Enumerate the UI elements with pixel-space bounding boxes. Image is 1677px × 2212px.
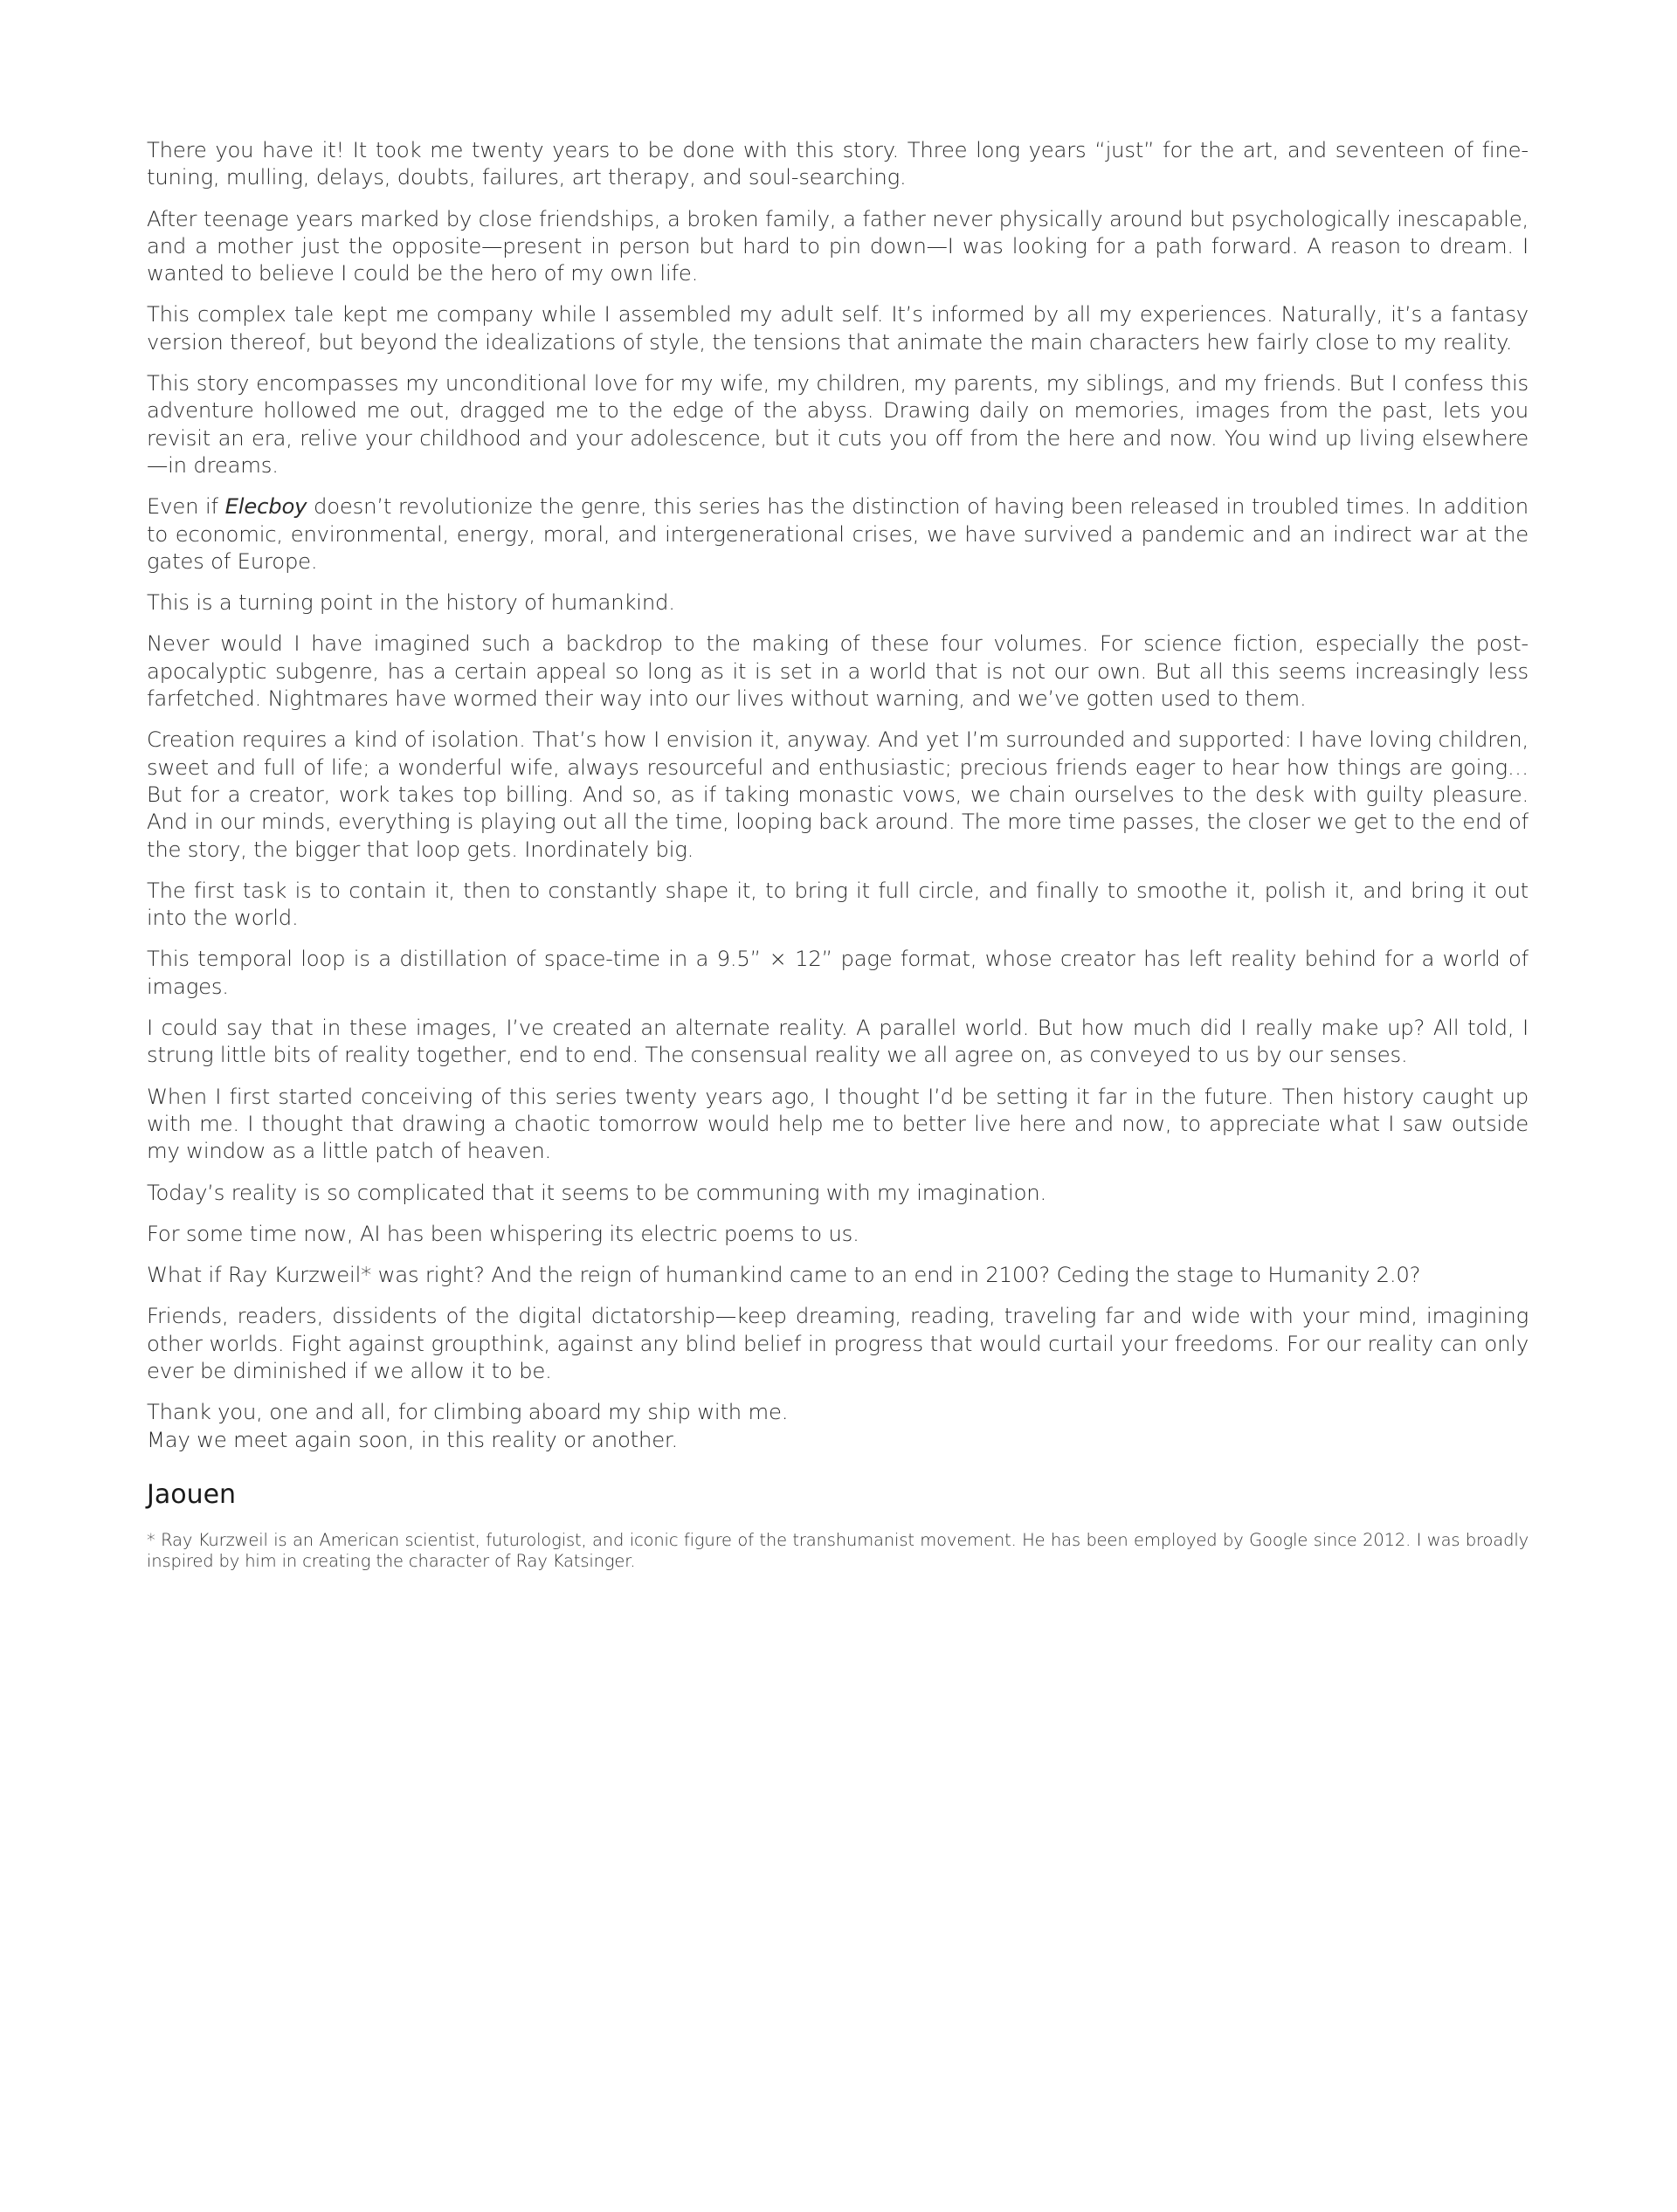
afterword-body (147, 136, 1529, 1453)
paragraph: Creation requires a kind of isolation. That’s how I envision it, anyway. And yet I’m surrounded and supported: I have loving children, sweet and full of life; a wonderful wife, always resourceful and enthusiastic; precious friends eager to hear how things are going… But for a creator, work takes top billing. And so, as if taking monastic vows, we chain ourselves to the desk with guilty pleasure. And in our minds, everything is playing out all the time, looping back around. The more time passes, the closer we get to the end of the story, the bigger that loop gets. Inordinately big. (147, 727, 1529, 862)
paragraph: Today’s reality is so complicated that it seems to be communing with my imagination. (147, 1179, 1046, 1205)
paragraph: After teenage years marked by close friendships, a broken family, a father never physically around but psychologically inescapable, and a mother just the opposite—present in person but hard to pin down—I was looking for a path forward. A reason to dream. I wanted to believe I could be the hero of my own life. (147, 205, 1529, 286)
paragraph-text: Even if (147, 493, 225, 520)
footnote: * Ray Kurzweil is an American scientist, futurologist, and iconic figure of the transhumanist movement. He has been employed by Google since 2012. I was broadly inspired by him in creating the character of Ray Katsinger. (147, 1529, 1529, 1571)
paragraph: The first task is to contain it, then to constantly shape it, to bring it full circle, and finally to smoothe it, polish it, and bring it out into the world. (147, 877, 1529, 931)
closing-line: May we meet again soon, in this reality or another. (147, 1426, 679, 1452)
closing-paragraph (147, 1398, 1529, 1453)
paragraph: Friends, readers, dissidents of the digital dictatorship—keep dreaming, reading, traveling far and wide with your mind, imagining other worlds. Fight against groupthink, against any blind belief in progress that would curtail your freedoms. For our reality can only ever be diminished if we allow it to be. (147, 1303, 1529, 1383)
paragraph-elecboy (147, 493, 1529, 575)
paragraph: This is a turning point in the history of humankind. (147, 589, 675, 616)
paragraph: This story encompasses my unconditional love for my wife, my children, my parents, my siblings, and my friends. But I confess this adventure hollowed me out, dragged me to the edge of the abyss. Drawing daily on memories, images from the past, lets you revisit an era, relive your childhood and your adolescence, but it cuts you off from the here and now. You wind up living elsewhere—in dreams. (147, 370, 1529, 478)
afterword-page (147, 136, 1529, 1572)
paragraph-text: doesn’t revolutionize the genre, this series has the distinction of having been released in troubled times. In addition to economic, environmental, energy, moral, and intergenerational crises, we have survived a pandemic and an indirect war at the gates of Europe. (147, 493, 1529, 574)
series-title: Elecboy (224, 493, 307, 520)
paragraph: This temporal loop is a distillation of space-time in a 9.5” × 12” page format, whose creator has left reality behind for a world of images. (147, 946, 1529, 999)
paragraph: What if Ray Kurzweil* was right? And the reign of humankind came to an end in 2100? Ceding the stage to Humanity 2.0? (147, 1262, 1421, 1288)
paragraph: There you have it! It took me twenty years to be done with this story. Three long years “just” for the art, and seventeen of fine-tuning, mulling, delays, doubts, failures, art therapy, and soul-searching. (147, 137, 1529, 190)
paragraph: This complex tale kept me company while I assembled my adult self. It’s informed by all my experiences. Naturally, it’s a fantasy version thereof, but beyond the idealizations of style, the tensions that animate the main characters hew fairly close to my reality. (147, 301, 1529, 355)
paragraph: When I first started conceiving of this series twenty years ago, I thought I’d be setting it far in the future. Then history caught up with me. I thought that drawing a chaotic tomorrow would help me to better live here and now, to appreciate what I saw outside my window as a little patch of heaven. (147, 1083, 1529, 1164)
closing-line: Thank you, one and all, for climbing aboard my ship with me. (147, 1399, 789, 1425)
paragraph: I could say that in these images, I’ve created an alternate reality. A parallel world. But how much did I really make up? All told, I strung little bits of reality together, end to end. The consensual reality we all agree on, as conveyed to us by our senses. (147, 1015, 1529, 1068)
paragraph: For some time now, AI has been whispering its electric poems to us. (147, 1220, 859, 1246)
author-signature: Jaouen (147, 1478, 237, 1510)
paragraph: Never would I have imagined such a backdrop to the making of these four volumes. For science fiction, especially the post-apocalyptic subgenre, has a certain appeal so long as it is set in a world that is not our own. But all this seems increasingly less farfetched. Nightmares have wormed their way into our lives without warning, and we’ve gotten used to them. (147, 631, 1529, 712)
